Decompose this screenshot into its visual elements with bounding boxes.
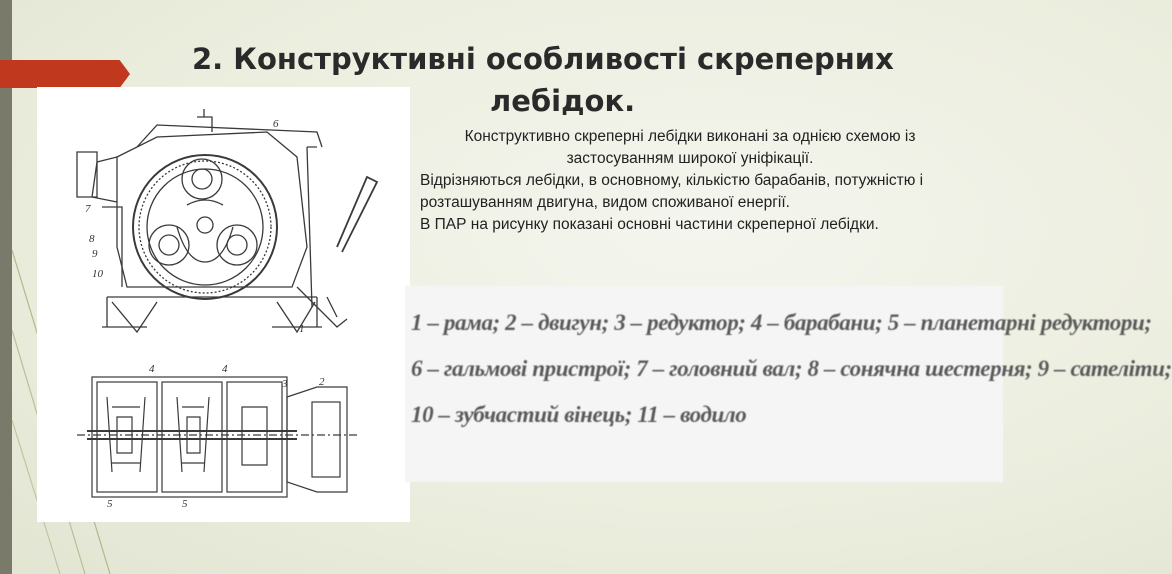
paragraph-1: Конструктивно скреперні лебідки виконані за однією схемою із застосуванням широкої уніфікації. (464, 128, 916, 167)
legend-line: 1 – рама; 2 – двигун; 3 – редуктор; 4 – барабани; 5 – планетарні редуктори; (411, 310, 1152, 335)
legend-line: 10 – зубчастий вінець; 11 – водило (411, 402, 747, 427)
svg-text:8: 8 (89, 233, 95, 245)
svg-text:5: 5 (107, 498, 113, 510)
svg-text:3: 3 (282, 378, 288, 390)
paragraph-3: В ПАР на рисунку показані основні частини скреперної лебідки. (420, 216, 879, 233)
figure-legend (405, 286, 1172, 482)
paragraph-2: Відрізняються лебідки, в основному, кількістю барабанів, потужністю і розташуванням двигуна, видом споживаної енергії. (420, 172, 924, 211)
svg-text:5: 5 (182, 498, 188, 510)
winch-drawing (37, 87, 410, 522)
svg-text:9: 9 (92, 248, 98, 260)
svg-text:10: 10 (92, 268, 103, 280)
title-line-2: лебідок. (490, 84, 636, 118)
legend-line: 6 – гальмові пристрої; 7 – головний вал; 8 – сонячна шестерня; 9 – сателіти; (411, 356, 1172, 381)
svg-text:7: 7 (85, 203, 91, 215)
svg-text:4: 4 (149, 363, 155, 375)
svg-text:6: 6 (273, 118, 279, 130)
red-title-marker (0, 60, 130, 88)
winch-diagram (37, 87, 410, 522)
svg-text:4: 4 (222, 363, 228, 375)
slide-body-text (420, 126, 960, 236)
svg-text:2: 2 (319, 376, 325, 388)
title-line-1: 2. Конструктивні особливості скреперних (192, 42, 894, 76)
svg-text:1: 1 (299, 323, 305, 335)
